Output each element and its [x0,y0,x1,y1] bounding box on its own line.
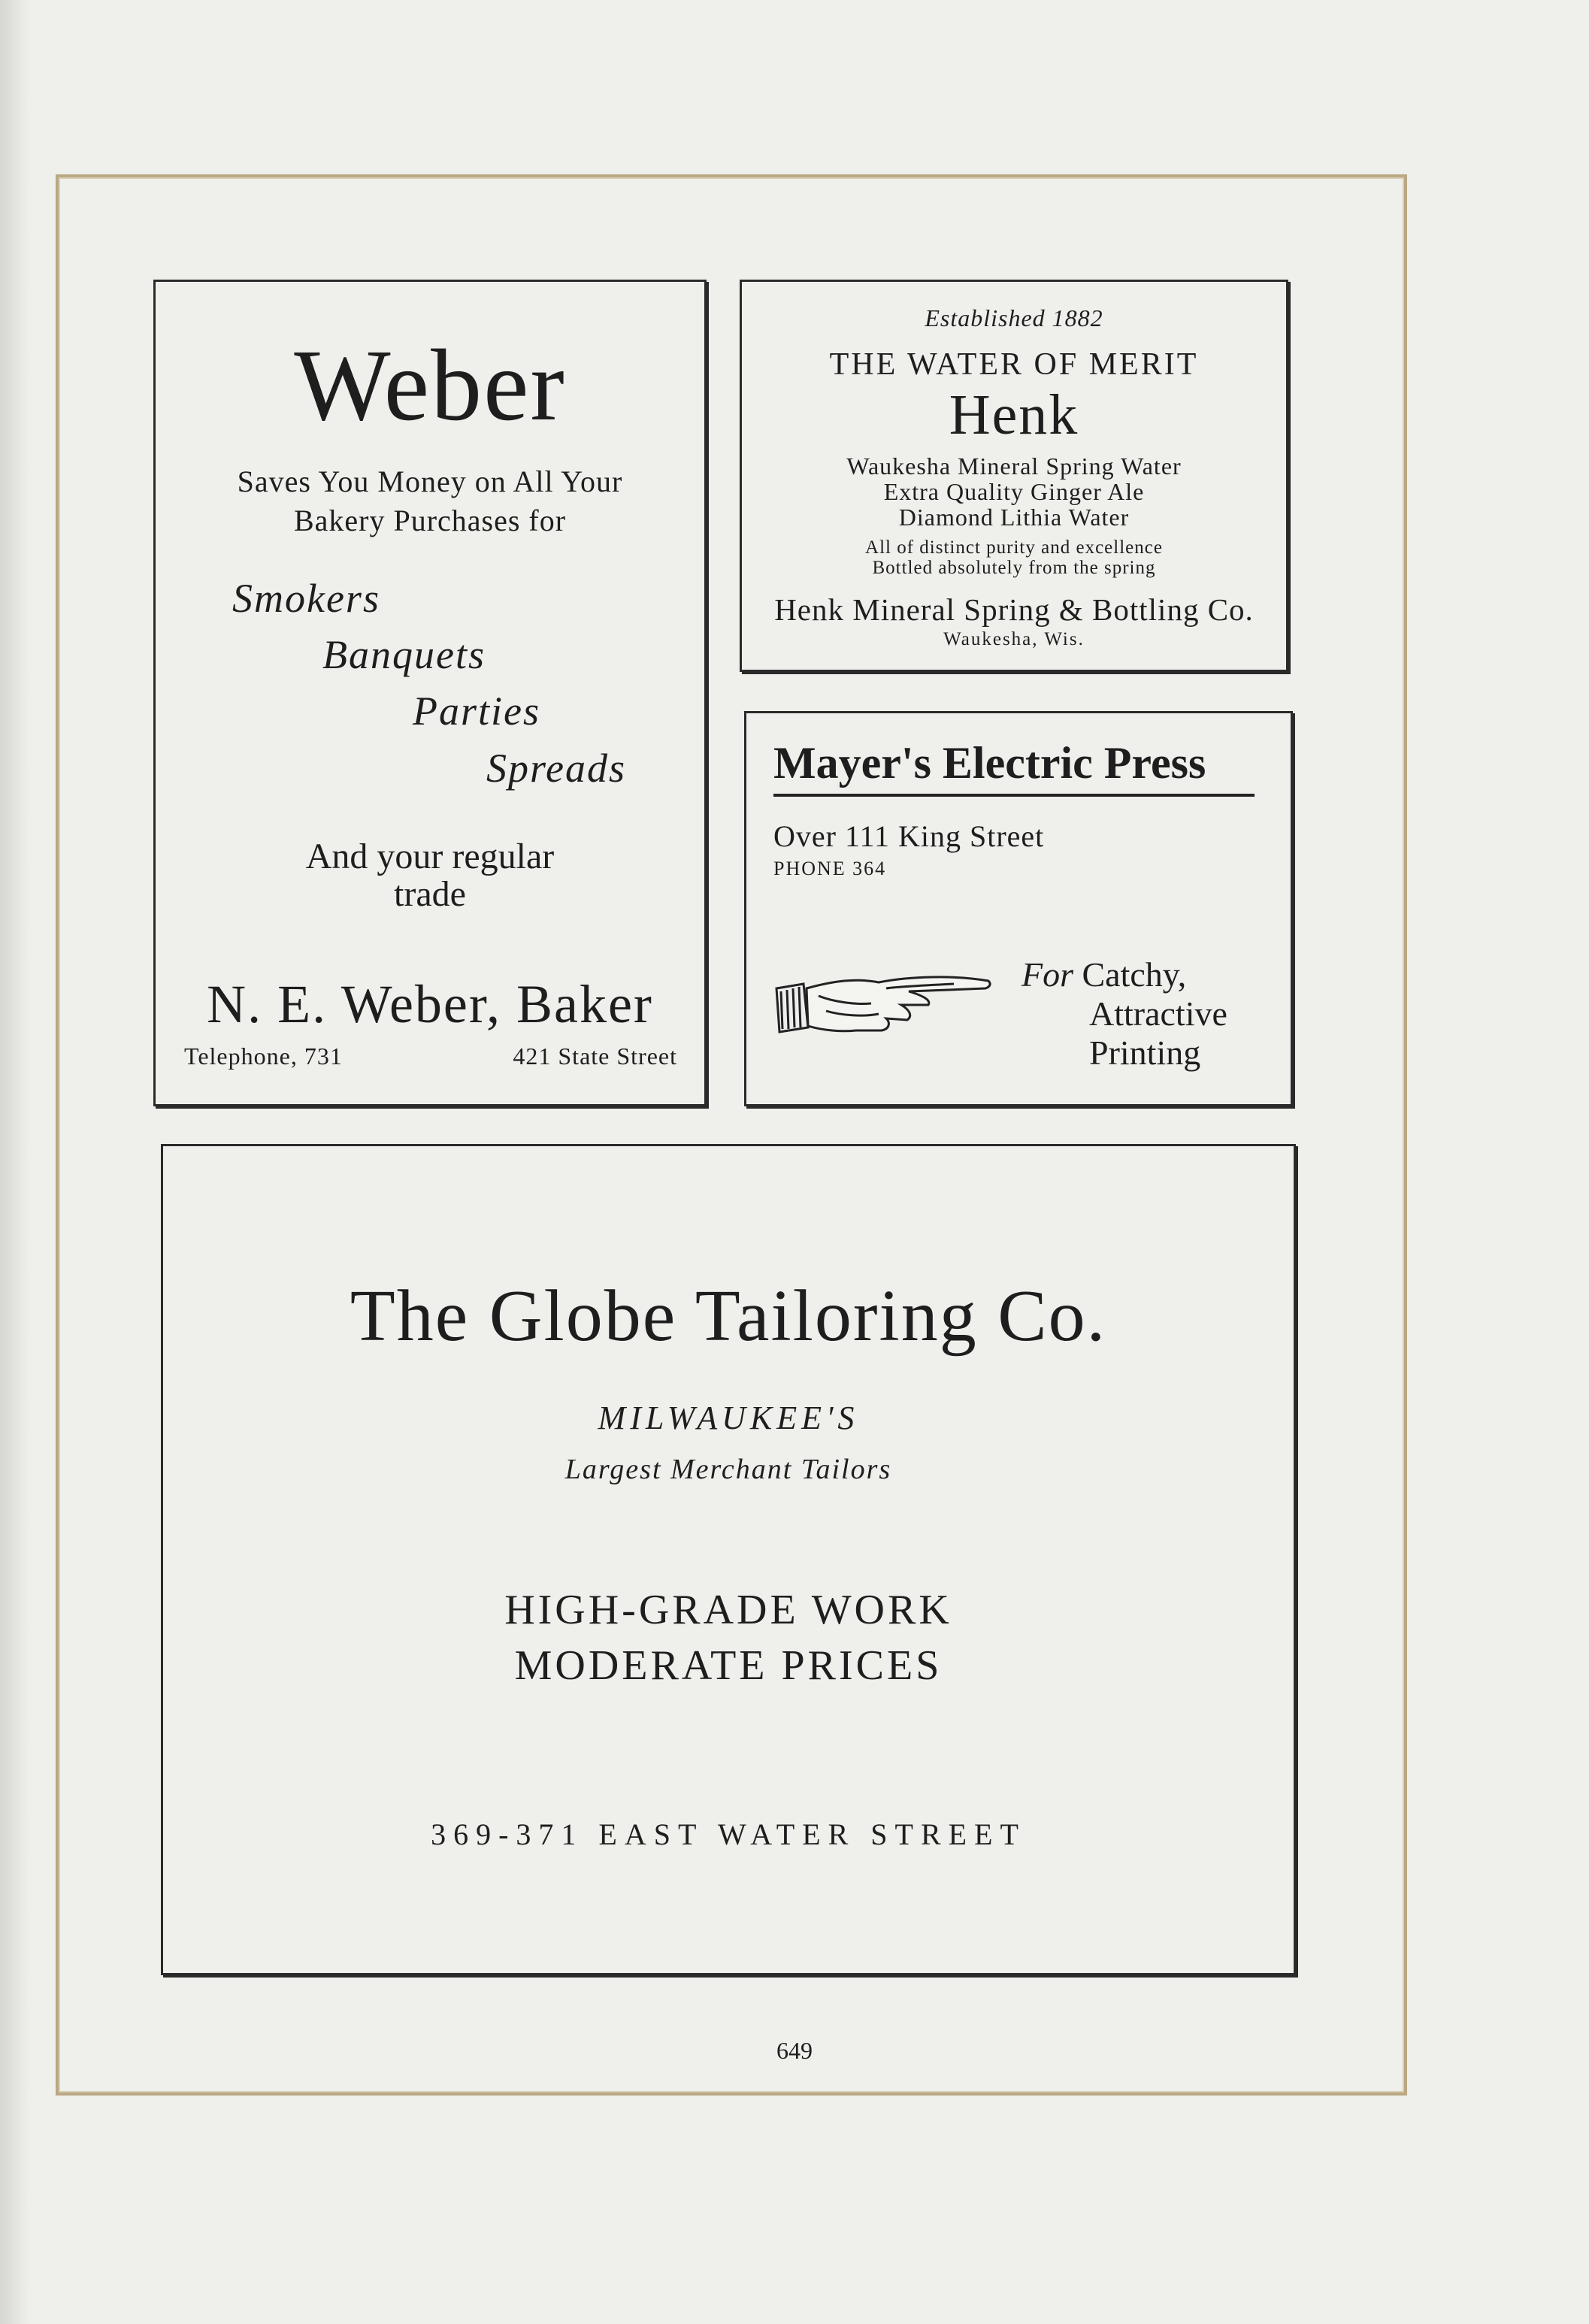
weber-occasion-spreads: Spreads [486,746,626,791]
mayer-pitch [1021,955,1270,1073]
henk-product-list [742,453,1286,530]
mayer-press-ad [744,711,1293,1106]
mayer-phone: PHONE 364 [773,858,887,879]
globe-tailoring-ad [161,1144,1296,1975]
weber-occasion-smokers: Smokers [232,576,380,621]
henk-city: Waukesha, Wis. [943,629,1085,649]
weber-baker-name: N. E. Weber, Baker [207,974,653,1034]
globe-city: MILWAUKEE'S [598,1400,859,1436]
henk-water-ad [740,280,1288,672]
henk-purity-line-1: All of distinct purity and excellence [865,537,1163,558]
henk-brand: Henk [949,383,1079,446]
weber-occasion-banquets: Banquets [322,632,486,677]
globe-prices: MODERATE PRICES [514,1642,943,1689]
mayer-pitch-catchy: Catchy, [1082,955,1187,994]
henk-slogan: THE WATER OF MERIT [829,347,1199,382]
page-edge-shadow [0,0,30,2324]
henk-company: Henk Mineral Spring & Bottling Co. [774,592,1254,627]
henk-purity-note [742,537,1286,578]
henk-purity-line-2: Bottled absolutely from the spring [872,558,1156,578]
weber-bakery-ad [153,280,707,1106]
globe-selling-points [163,1582,1294,1693]
mayer-pitch-printing: Printing [1089,1033,1201,1072]
mayer-pitch-for: For [1021,955,1073,994]
mayer-name: Mayer's Electric Press [773,737,1255,797]
weber-tagline-line-2: Bakery Purchases for [293,504,567,537]
henk-product: Waukesha Mineral Spring Water [846,452,1182,480]
globe-subtitle: Largest Merchant Tailors [564,1454,892,1485]
pointing-hand-icon [773,966,999,1041]
weber-tagline-line-1: Saves You Money on All Your [237,464,623,498]
mayer-pitch-attractive: Attractive [1089,994,1227,1033]
henk-established: Established 1882 [925,304,1103,331]
henk-product: Diamond Lithia Water [898,504,1130,531]
weber-tagline [156,462,704,540]
weber-regular-line-1: And your regular [305,837,555,876]
weber-title: Weber [294,329,566,442]
weber-regular-trade [156,838,704,913]
globe-address: 369-371 EAST WATER STREET [431,1817,1026,1851]
weber-occasion-parties: Parties [413,688,540,734]
henk-product: Extra Quality Ginger Ale [883,478,1145,505]
page-number: 649 [776,2037,813,2064]
weber-regular-line-2: trade [394,874,466,914]
mayer-address: Over 111 King Street [773,819,1045,853]
globe-title: The Globe Tailoring Co. [350,1275,1107,1357]
weber-street-address: 421 State Street [513,1042,677,1070]
weber-telephone: Telephone, 731 [184,1042,343,1070]
globe-work: HIGH-GRADE WORK [504,1587,952,1633]
